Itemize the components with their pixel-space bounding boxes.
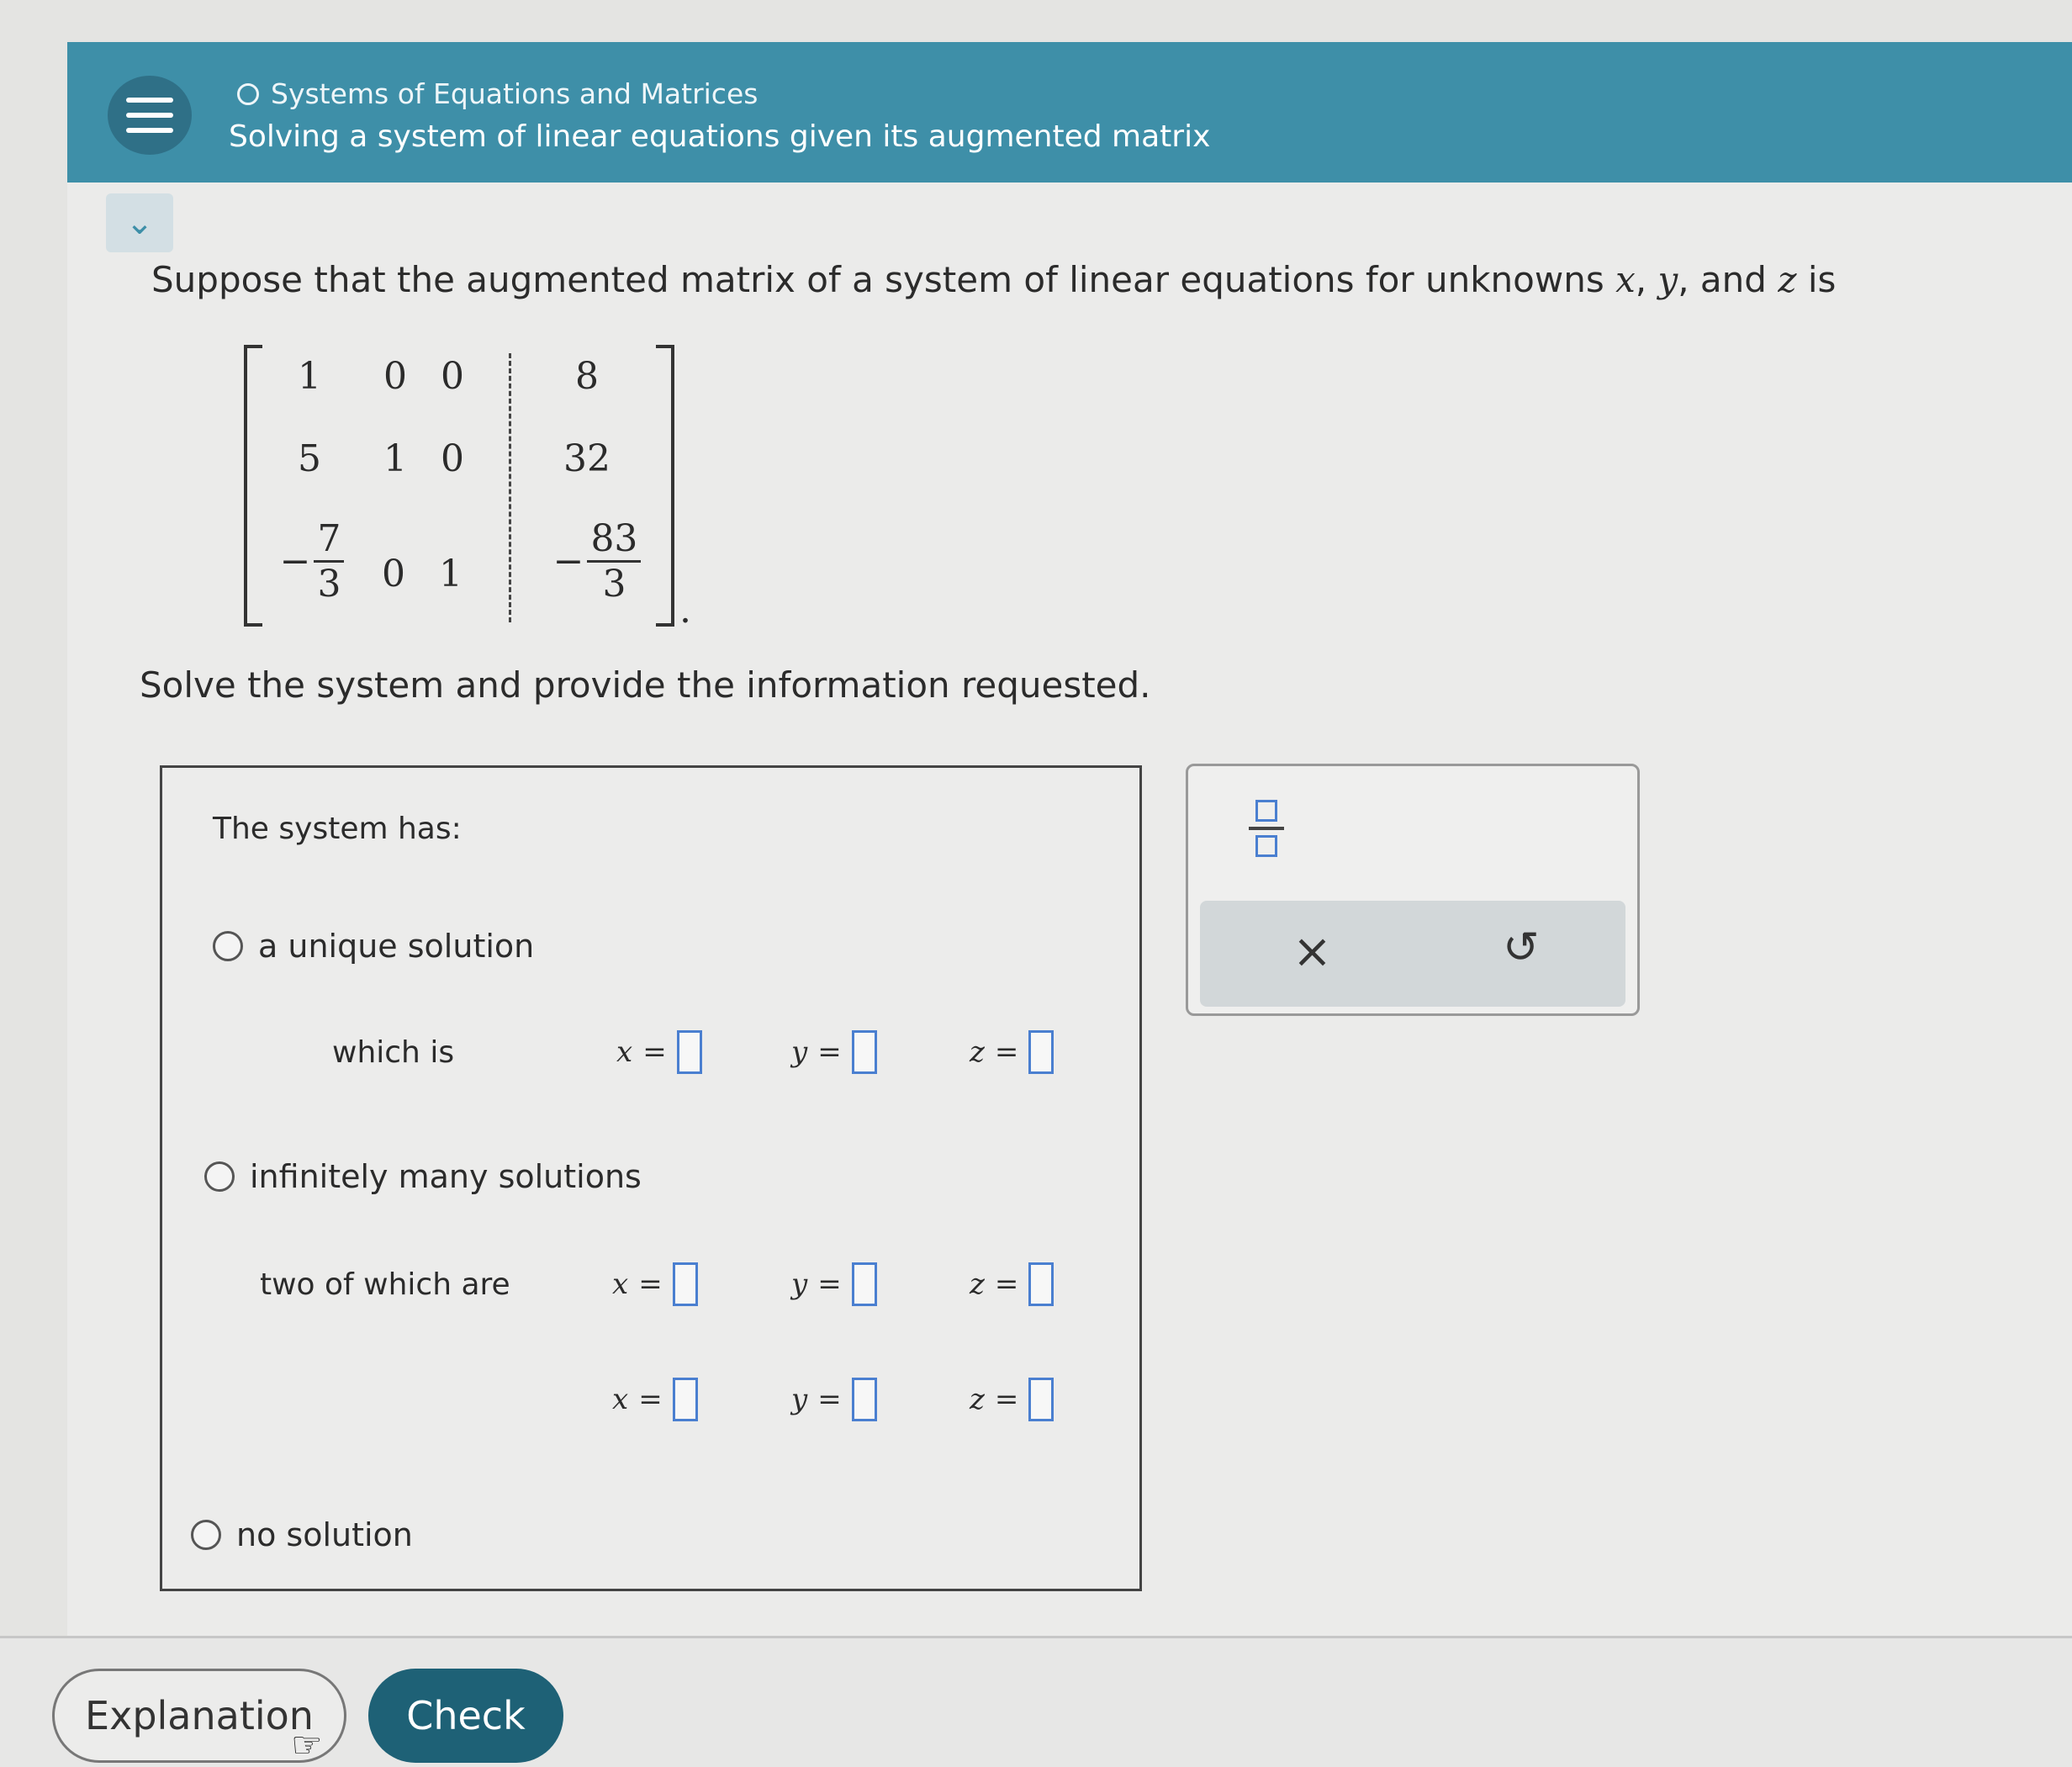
inf1-z-input[interactable]: [1028, 1262, 1054, 1306]
matrix-cell: 0: [382, 553, 405, 595]
matrix-cell: 1: [383, 437, 407, 480]
matrix-cell: 0: [383, 355, 407, 398]
menu-icon-line: [126, 113, 173, 118]
menu-icon-line: [126, 98, 173, 103]
right-bracket: [656, 345, 674, 627]
option-infinite-solutions[interactable]: infinitely many solutions: [204, 1158, 642, 1195]
var-z: z: [1778, 259, 1797, 300]
var-y: y: [1657, 259, 1678, 300]
unique-z: z =: [970, 1030, 1054, 1074]
collapse-toggle[interactable]: [106, 193, 173, 252]
matrix-cell: 5: [298, 437, 321, 480]
inf2-x: x =: [612, 1378, 698, 1421]
inf1-y-input[interactable]: [852, 1262, 877, 1306]
option-no-solution[interactable]: no solution: [191, 1516, 413, 1553]
matrix-cell-fraction: − $\frac{83}{3}$: [547, 517, 648, 606]
matrix-cell: 8: [575, 355, 599, 398]
unique-x: x =: [616, 1030, 702, 1074]
fraction-icon[interactable]: [1249, 800, 1284, 857]
inf2-z: z =: [970, 1378, 1054, 1421]
option-unique-solution[interactable]: a unique solution: [213, 928, 534, 965]
topic-label: Systems of Equations and Matrices: [271, 77, 758, 110]
augmented-matrix: [244, 345, 691, 632]
topic-breadcrumb: [237, 77, 758, 110]
inf2-y-input[interactable]: [852, 1378, 877, 1421]
progress-circle-icon: [237, 83, 259, 105]
augment-divider: [509, 353, 511, 622]
inf1-x-input[interactable]: [673, 1262, 698, 1306]
radio-unique[interactable]: [213, 931, 243, 961]
inf1-x: x =: [612, 1262, 698, 1306]
chevron-down-icon: ⌄: [125, 204, 154, 242]
matrix-cell: 1: [439, 553, 462, 595]
menu-button[interactable]: [108, 76, 192, 155]
unique-y: y =: [791, 1030, 877, 1074]
unique-x-input[interactable]: [677, 1030, 702, 1074]
system-has-label: The system has:: [213, 812, 462, 846]
hand-cursor-icon: ☞: [291, 1724, 323, 1765]
menu-icon-line: [126, 128, 173, 133]
answer-panel: [160, 765, 1142, 1591]
page-title: Solving a system of linear equations given its augmented matrix: [229, 119, 1211, 154]
matrix-cell: 0: [441, 437, 464, 480]
inf2-x-input[interactable]: [673, 1378, 698, 1421]
clear-icon[interactable]: ×: [1292, 924, 1332, 979]
inf2-y: y =: [791, 1378, 877, 1421]
question-text: Suppose that the augmented matrix of a system of linear equations for unknowns x, y, and z is: [151, 259, 1837, 300]
lesson-header: [67, 42, 2072, 183]
radio-none[interactable]: [191, 1520, 221, 1550]
matrix-cell-fraction: − $\frac{7}{3}$: [266, 517, 358, 606]
inf2-z-input[interactable]: [1028, 1378, 1054, 1421]
matrix-cell: 1: [298, 355, 321, 398]
left-bracket: [244, 345, 262, 627]
undo-icon[interactable]: ↺: [1503, 923, 1540, 973]
which-is-label: which is: [332, 1035, 455, 1070]
inf1-z: z =: [970, 1262, 1054, 1306]
matrix-cell: 32: [563, 437, 610, 480]
unique-z-input[interactable]: [1028, 1030, 1054, 1074]
matrix-cell: 0: [441, 355, 464, 398]
matrix-period: .: [679, 589, 691, 632]
instruction-text: Solve the system and provide the information requested.: [140, 664, 1151, 706]
radio-infinite[interactable]: [204, 1161, 235, 1192]
math-tool-panel: [1186, 764, 1640, 1016]
explanation-button[interactable]: Explanation: [52, 1669, 346, 1763]
two-of-which-label: two of which are: [260, 1267, 510, 1302]
check-button[interactable]: Check: [368, 1669, 563, 1763]
var-x: x: [1615, 259, 1636, 300]
tool-action-bar: [1200, 901, 1625, 1007]
inf1-y: y =: [791, 1262, 877, 1306]
unique-y-input[interactable]: [852, 1030, 877, 1074]
